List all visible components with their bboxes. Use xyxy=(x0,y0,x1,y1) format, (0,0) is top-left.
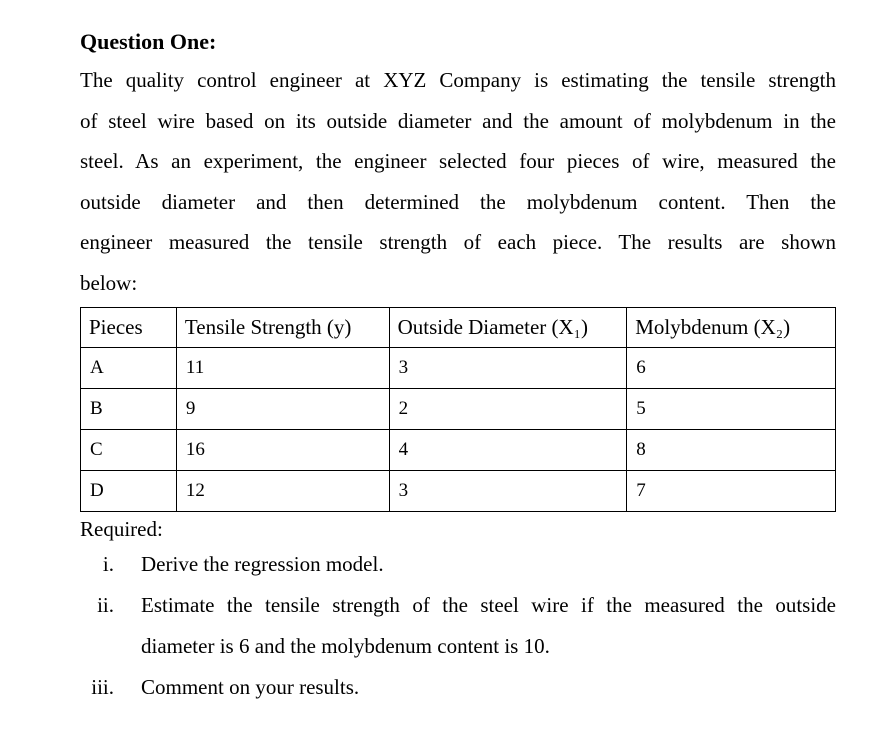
item-text: Derive the regression model. xyxy=(141,552,384,576)
table-header-row xyxy=(81,308,836,348)
header-pieces: Pieces xyxy=(81,308,177,348)
cell-molybdenum: 5 xyxy=(627,389,836,430)
question-intro xyxy=(80,60,836,303)
cell-tensile: 16 xyxy=(176,430,389,471)
item-text: diameter is 6 and the molybdenum content is 10. xyxy=(141,634,550,658)
cell-piece: A xyxy=(81,348,177,389)
cell-molybdenum: 8 xyxy=(627,430,836,471)
item-text: Estimate the tensile strength of the steel wire if the measured the outside xyxy=(141,593,836,617)
table-row xyxy=(81,430,836,471)
required-label: Required: xyxy=(80,517,163,541)
cell-molybdenum: 7 xyxy=(627,471,836,512)
question-heading: Question One: xyxy=(80,29,217,54)
item-number: ii. xyxy=(97,593,114,617)
item-text: Comment on your results. xyxy=(141,675,360,699)
cell-diameter: 3 xyxy=(389,348,627,389)
cell-diameter: 4 xyxy=(389,430,627,471)
list-item xyxy=(80,667,836,708)
header-molybdenum: Molybdenum (X₂) xyxy=(627,308,836,348)
document-page xyxy=(80,26,836,708)
intro-line: of steel wire based on its outside diameter and the amount of molybdenum in the xyxy=(80,108,836,133)
list-item xyxy=(80,585,836,667)
cell-tensile: 12 xyxy=(176,471,389,512)
cell-piece: D xyxy=(81,471,177,512)
cell-tensile: 11 xyxy=(176,348,389,389)
intro-line: outside diameter and then determined the molybdenum content. Then the xyxy=(80,189,836,214)
cell-tensile: 9 xyxy=(176,389,389,430)
cell-piece: C xyxy=(81,430,177,471)
intro-line: The quality control engineer at XYZ Company is estimating the tensile strength xyxy=(80,68,836,92)
header-outside-diameter: Outside Diameter (X₁) xyxy=(389,308,627,348)
header-tensile-strength: Tensile Strength (y) xyxy=(176,308,389,348)
table-row xyxy=(81,348,836,389)
results-table xyxy=(80,307,836,512)
cell-diameter: 2 xyxy=(389,389,627,430)
intro-line: engineer measured the tensile strength of each piece. The results are shown xyxy=(80,230,836,254)
cell-piece: B xyxy=(81,389,177,430)
table-row xyxy=(81,471,836,512)
item-number: iii. xyxy=(91,675,114,699)
intro-line: below: xyxy=(80,270,138,295)
required-list xyxy=(80,544,836,708)
item-number: i. xyxy=(102,552,114,576)
cell-diameter: 3 xyxy=(389,471,627,512)
intro-line: steel. As an experiment, the engineer selected four pieces of wire, measured the xyxy=(80,149,836,173)
table-row xyxy=(81,389,836,430)
cell-molybdenum: 6 xyxy=(627,348,836,389)
list-item xyxy=(80,544,836,585)
